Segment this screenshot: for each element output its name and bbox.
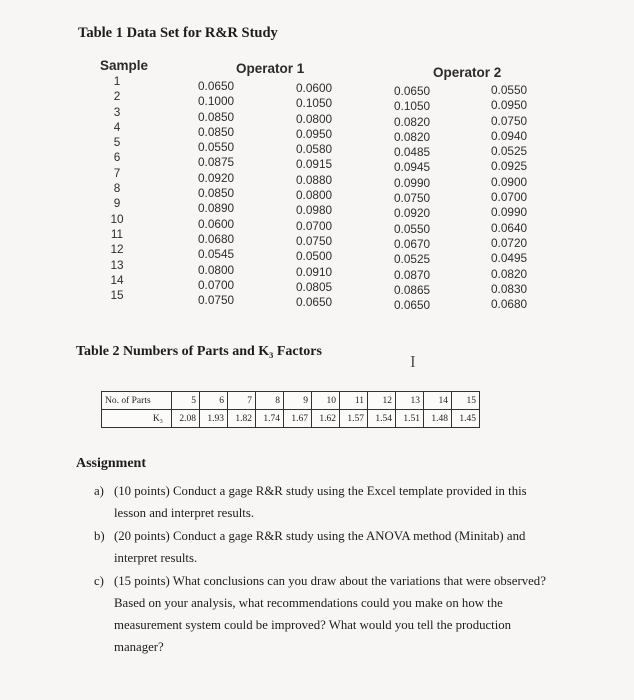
task-b	[94, 525, 564, 569]
table-cell: 0.0850	[198, 109, 235, 124]
k3-cell: 1.93	[200, 410, 228, 428]
parts-cell: 15	[452, 392, 480, 410]
table-cell: 0.0950	[296, 126, 333, 141]
table-cell: 0.0870	[394, 267, 431, 282]
table-cell: 0.0500	[296, 249, 333, 264]
table-cell: 0.0650	[394, 84, 431, 98]
table-cell: 5	[113, 135, 121, 150]
table-cell: 0.0865	[394, 282, 431, 297]
k3-cell: 1.67	[284, 410, 312, 428]
operator2-trial1-column	[394, 84, 430, 313]
table-cell: 0.0875	[198, 155, 235, 170]
parts-cell: 9	[284, 392, 312, 410]
table-cell: 0.1050	[394, 99, 431, 114]
table-cell: 0.0700	[198, 277, 235, 292]
table-cell: 0.0750	[394, 191, 431, 206]
table-cell: 7	[113, 165, 121, 180]
table-cell: 13	[110, 257, 124, 272]
table-cell: 0.0580	[296, 142, 333, 157]
table-cell: 11	[110, 226, 124, 241]
table-cell: 0.0650	[296, 295, 333, 310]
table-cell: 0.0920	[198, 170, 235, 185]
table-cell: 0.0600	[198, 216, 235, 231]
table-cell: 4	[113, 119, 121, 134]
task-a-marker: a)	[94, 484, 104, 498]
table-cell: 0.0525	[394, 252, 431, 267]
parts-cell: 11	[340, 392, 368, 410]
table-cell: 0.0820	[394, 114, 431, 129]
k3-cell: 1.62	[312, 410, 340, 428]
operator1-trial2-column	[296, 81, 332, 310]
table-cell: 0.0880	[296, 172, 333, 187]
table-cell: 0.0830	[491, 281, 528, 296]
table-cell: 0.0940	[491, 128, 528, 143]
parts-cell: 6	[200, 392, 228, 410]
table-cell: 9	[113, 196, 121, 211]
k3-cell: 1.51	[396, 410, 424, 428]
table-cell: 2	[113, 89, 121, 104]
table-cell: 0.0640	[491, 220, 528, 235]
table-cell: 0.0890	[198, 201, 235, 216]
table-cell: 0.0945	[394, 160, 431, 175]
table-cell: 0.0550	[394, 221, 431, 236]
task-c-marker: c)	[94, 574, 104, 588]
table-cell: 0.0750	[296, 233, 333, 248]
sample-header: Sample	[100, 58, 149, 73]
parts-cell: 12	[368, 392, 396, 410]
table-cell: 1	[113, 74, 121, 88]
assignment-title: Assignment	[76, 456, 147, 471]
table-cell: 0.0680	[491, 297, 528, 312]
operator2-header: Operator 2	[433, 65, 502, 80]
table-cell: 0.0750	[491, 113, 528, 128]
table2-title: Table 2 Numbers of Parts and K₃ Factors	[76, 344, 322, 359]
text-cursor-icon: I	[410, 352, 416, 371]
table-cell: 0.0650	[198, 79, 235, 93]
table-cell: 0.0670	[394, 236, 431, 251]
table-cell: 0.0800	[198, 262, 235, 277]
k3-cell: 2.08	[172, 410, 200, 428]
parts-cell: 8	[256, 392, 284, 410]
task-b-marker: b)	[94, 529, 105, 543]
task-c-text: (15 points) What conclusions can you draw about the variations that were observed? Based on your analysis, what recommendations could you make on how the measurement system could be improved? What would you tell the production manager?	[114, 574, 546, 654]
parts-cell: 7	[228, 392, 256, 410]
table-cell: 0.0925	[491, 159, 528, 174]
table-cell: 0.0495	[491, 251, 528, 266]
table-cell: 0.0700	[296, 218, 333, 233]
table-cell: 0.0805	[296, 279, 333, 294]
table-cell: 0.1050	[296, 96, 333, 111]
table-cell: 0.0680	[198, 231, 235, 246]
table-cell: 0.0700	[491, 190, 528, 205]
parts-cell: 13	[396, 392, 424, 410]
table-cell: 12	[110, 242, 124, 257]
k3-cell: 1.45	[452, 410, 480, 428]
parts-cell: 5	[172, 392, 200, 410]
table-cell: 0.0550	[491, 83, 528, 97]
k3-factors-table	[101, 391, 480, 428]
table-cell: 14	[110, 272, 124, 287]
operator1-trial1-column	[198, 79, 234, 308]
table-cell: 0.0950	[491, 98, 528, 113]
table-cell: 0.0990	[491, 205, 528, 220]
table-cell: 0.1000	[198, 94, 235, 109]
parts-cell: 10	[312, 392, 340, 410]
table-cell: 0.0820	[394, 129, 431, 144]
table-cell: 0.0750	[198, 293, 235, 308]
sample-column	[108, 74, 126, 303]
table-cell: 0.0820	[491, 266, 528, 281]
parts-cell: 14	[424, 392, 452, 410]
k3-cell: 1.54	[368, 410, 396, 428]
table-cell: 0.0980	[296, 203, 333, 218]
k3-cell: 1.74	[256, 410, 284, 428]
task-a	[94, 480, 564, 524]
table-cell: 0.0850	[198, 186, 235, 201]
table-cell: 0.0485	[394, 145, 431, 160]
table-cell: 3	[113, 104, 121, 119]
table-cell: 0.0910	[296, 264, 333, 279]
task-a-text: (10 points) Conduct a gage R&R study using the Excel template provided in this lesson and interpret results.	[114, 484, 527, 520]
table-cell: 10	[110, 211, 124, 226]
operator1-header: Operator 1	[236, 61, 305, 76]
operator2-trial2-column	[491, 83, 527, 312]
table-cell: 0.0920	[394, 206, 431, 221]
table-cell: 0.0525	[491, 144, 528, 159]
parts-row-label: No. of Parts	[102, 392, 172, 410]
table-cell: 0.0990	[394, 175, 431, 190]
table-cell: 0.0550	[198, 140, 235, 155]
table-cell: 0.0800	[296, 111, 333, 126]
table-cell: 8	[113, 181, 121, 196]
k3-cell: 1.82	[228, 410, 256, 428]
table-cell: 0.0545	[198, 247, 235, 262]
table-cell: 0.0850	[198, 124, 235, 139]
table-cell: 0.0900	[491, 174, 528, 189]
task-c	[94, 570, 564, 670]
table1-title: Table 1 Data Set for R&R Study	[78, 25, 278, 41]
k3-row	[102, 410, 480, 428]
k3-cell: 1.48	[424, 410, 452, 428]
k3-row-label: K₃	[102, 410, 172, 428]
k3-cell: 1.57	[340, 410, 368, 428]
table-cell: 6	[113, 150, 121, 165]
parts-row	[102, 392, 480, 410]
table-cell: 0.0800	[296, 188, 333, 203]
table-cell: 0.0915	[296, 157, 333, 172]
table-cell: 0.0650	[394, 298, 431, 313]
table-cell: 0.0600	[296, 81, 333, 95]
table-cell: 0.0720	[491, 235, 528, 250]
table-cell: 15	[110, 288, 124, 303]
task-b-text: (20 points) Conduct a gage R&R study using the ANOVA method (Minitab) and interpret results.	[114, 529, 526, 565]
